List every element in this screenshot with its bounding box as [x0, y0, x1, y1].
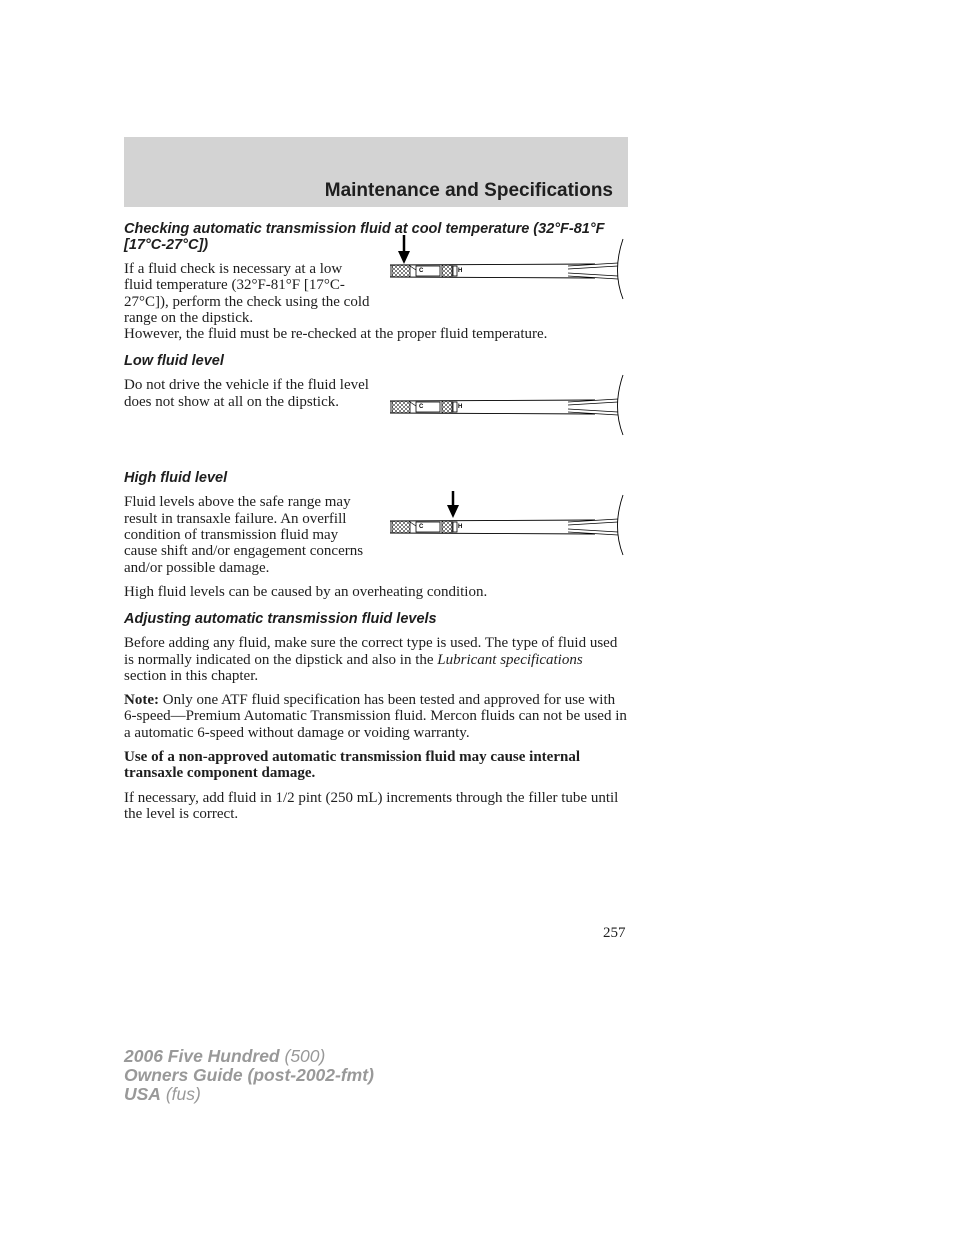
low-fluid-paragraph: Do not drive the vehicle if the fluid level does not show at all on the dipstick.: [124, 377, 369, 410]
low-fluid-row: [124, 377, 628, 467]
cool-temp-heading: Checking automatic transmission fluid at cool temperature (32°F-81°F [17°C-27°C]): [124, 221, 605, 253]
high-fluid-row: [124, 494, 628, 575]
hot-range-label: H: [458, 524, 463, 531]
level-arrow-icon: [447, 491, 459, 518]
atf-note: Note: Only one ATF fluid specification has been tested and approved for use with 6-speed—Premium Automatic Transmission fluid. Mercon fluids can not be used in a automatic 6-speed without damage or voiding warranty.: [124, 692, 627, 741]
note-label: Note:: [124, 692, 159, 709]
high-fluid-paragraph: Fluid levels above the safe range may result in transaxle failure. An overfill condition of transmission fluid may cause shift and/or engagement concerns and/or possible damage.: [124, 494, 364, 576]
dipstick-graphic: [390, 495, 623, 555]
low-fluid-heading: Low fluid level: [124, 353, 224, 370]
cool-temp-paragraph: If a fluid check is necessary at a low fluid temperature (32°F-81°F [17°C-27°C]), perform the check using the cold range on the dipstick.: [124, 261, 370, 326]
lubricant-specifications-reference: Lubricant specifications: [437, 651, 583, 668]
dipstick-low-figure: [390, 369, 630, 439]
dipstick-graphic: [390, 375, 623, 435]
cool-temp-recheck: However, the fluid must be re-checked at the proper fluid temperature.: [124, 326, 548, 343]
section-header-band: [124, 137, 628, 207]
dipstick-high-figure: [390, 489, 630, 559]
dipstick-cold-figure: [390, 233, 630, 303]
adjust-fluid-heading: Adjusting automatic transmission fluid levels: [124, 611, 437, 628]
cold-range-label: C: [419, 268, 424, 274]
page-content: [124, 220, 628, 822]
cold-range-label: C: [419, 524, 424, 531]
add-fluid-paragraph: If necessary, add fluid in 1/2 pint (250 mL) increments through the filler tube until the level is correct.: [124, 789, 619, 822]
page-number: 257: [603, 925, 626, 941]
section-title: Maintenance and Specifications: [324, 180, 613, 201]
atf-warning: Use of a non-approved automatic transmission fluid may cause internal transaxle component damage.: [124, 749, 580, 782]
cold-range-label: C: [419, 404, 424, 411]
level-arrow-icon: [398, 235, 410, 264]
cool-temp-row: [124, 261, 628, 326]
footer-document-id: 2006 Five Hundred (500) Owners Guide (post-2002-fmt) USA (fus): [124, 1046, 374, 1104]
hot-range-label: H: [458, 404, 463, 411]
high-fluid-heading: High fluid level: [124, 470, 228, 487]
dipstick-graphic: [390, 239, 623, 299]
high-fluid-cause: High fluid levels can be caused by an overheating condition.: [124, 583, 488, 600]
hot-range-label: H: [458, 268, 463, 274]
adjust-fluid-paragraph: Before adding any fluid, make sure the correct type is used. The type of fluid used is normally indicated on the dipstick and also in the Lubricant specifications section in this chapter.: [124, 635, 618, 684]
